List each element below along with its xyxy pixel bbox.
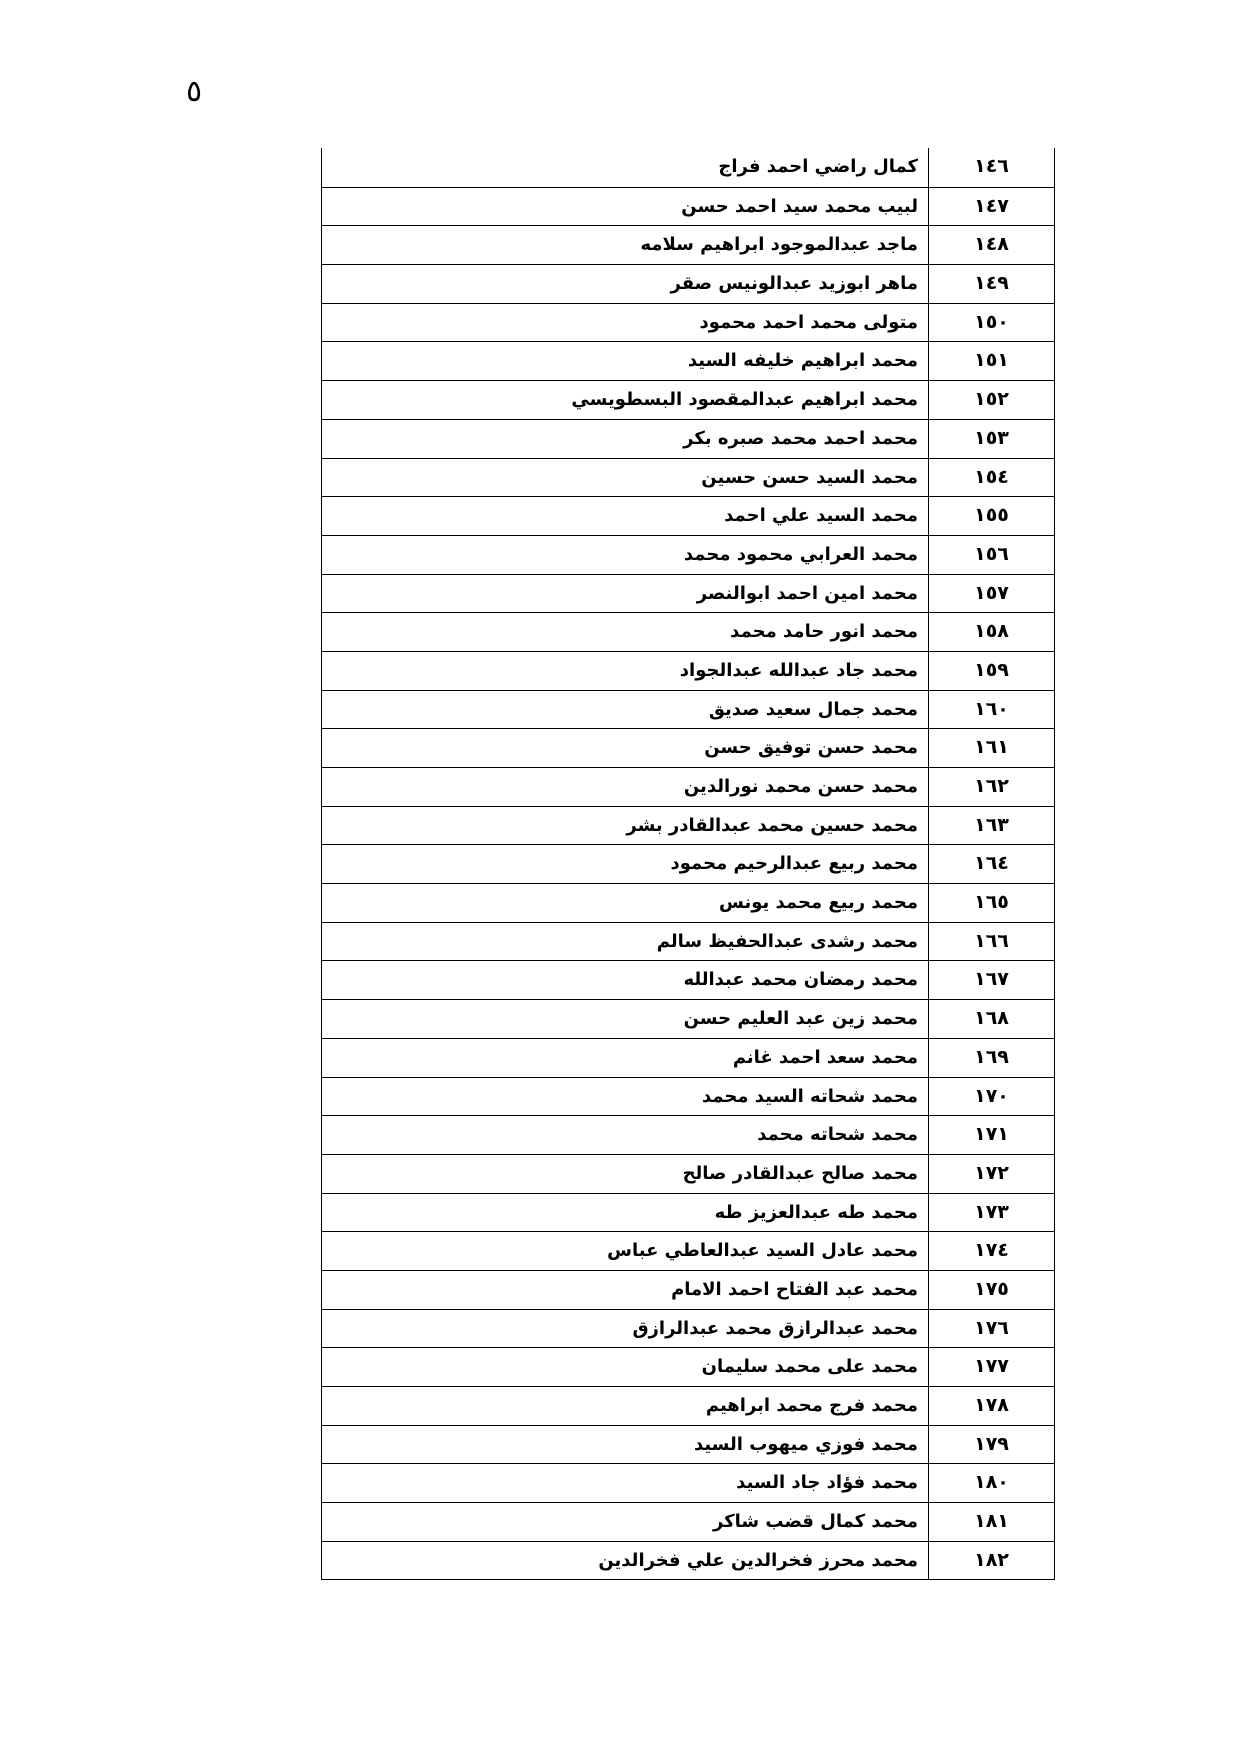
number-cell: ١٧٥ (974, 1277, 1009, 1300)
table-row (322, 883, 1054, 922)
table-row (322, 922, 1054, 961)
table-row (322, 1231, 1054, 1270)
name-cell: محمد فوزي ميهوب السيد (322, 1426, 929, 1464)
name-cell: متولى محمد احمد محمود (322, 304, 929, 342)
number-cell: ١٥٠ (974, 310, 1009, 333)
name-cell: محمد شحاته محمد (322, 1116, 929, 1154)
number-cell: ١٦٩ (974, 1045, 1009, 1068)
number-cell: ١٧٢ (974, 1161, 1009, 1184)
table-row (322, 535, 1054, 574)
table-row (322, 264, 1054, 303)
table-row (322, 806, 1054, 845)
table-row (322, 1309, 1054, 1348)
name-cell: محمد سعد احمد غانم (322, 1039, 929, 1077)
name-cell: محمد حسن محمد نورالدين (322, 768, 929, 806)
name-cell: محمد جاد عبدالله عبدالجواد (322, 652, 929, 690)
name-cell: محمد صالح عبدالقادر صالح (322, 1155, 929, 1193)
table-row (322, 380, 1054, 419)
number-cell: ١٦٤ (974, 852, 1009, 875)
number-cell: ١٤٧ (974, 194, 1009, 217)
table-row (322, 1425, 1054, 1464)
table-row (322, 1463, 1054, 1502)
number-cell: ١٥٥ (974, 504, 1009, 527)
name-cell: محمد عادل السيد عبدالعاطي عباس (322, 1232, 929, 1270)
table-row (322, 496, 1054, 535)
number-cell: ١٦٠ (974, 697, 1009, 720)
table-row (322, 1386, 1054, 1425)
table-row (322, 1502, 1054, 1541)
table-row (322, 148, 1054, 187)
name-cell: ماهر ابوزيد عبدالونيس صقر (322, 265, 929, 303)
name-cell: محمد حسن توفيق حسن (322, 729, 929, 767)
number-cell: ١٥١ (974, 349, 1009, 372)
number-cell: ١٦١ (974, 736, 1009, 759)
name-cell: محمد حسين محمد عبدالقادر بشر (322, 807, 929, 845)
name-cell: محمد انور حامد محمد (322, 613, 929, 651)
number-cell: ١٦٥ (974, 891, 1009, 914)
name-cell: كمال راضي احمد فراج (322, 148, 929, 187)
table-row (322, 1038, 1054, 1077)
table-row (322, 341, 1054, 380)
name-cell: محمد رشدى عبدالحفيظ سالم (322, 923, 929, 961)
names-table (321, 148, 1055, 1580)
name-cell: محمد ربيع محمد يونس (322, 884, 929, 922)
number-cell: ١٥٤ (974, 465, 1009, 488)
number-cell: ١٧٠ (974, 1084, 1009, 1107)
number-cell: ١٨٠ (974, 1471, 1009, 1494)
name-cell: محمد امين احمد ابوالنصر (322, 575, 929, 613)
number-cell: ١٧٤ (974, 1239, 1009, 1262)
number-cell: ١٧٩ (974, 1432, 1009, 1455)
name-cell: ماجد عبدالموجود ابراهيم سلامه (322, 226, 929, 264)
table-row (322, 187, 1054, 226)
table-row (322, 690, 1054, 729)
number-cell: ١٨١ (974, 1510, 1009, 1533)
number-cell: ١٧٦ (974, 1316, 1009, 1339)
table-row (322, 767, 1054, 806)
table-row (322, 844, 1054, 883)
table-row (322, 1193, 1054, 1232)
table-row (322, 1154, 1054, 1193)
number-cell: ١٥٢ (974, 388, 1009, 411)
number-cell: ١٧١ (974, 1123, 1009, 1146)
name-cell: محمد عبدالرازق محمد عبدالرازق (322, 1310, 929, 1348)
page-number: ٥ (186, 74, 203, 109)
table-row (322, 303, 1054, 342)
number-cell: ١٤٦ (974, 155, 1009, 177)
name-cell: محمد على محمد سليمان (322, 1348, 929, 1386)
number-cell: ١٥٧ (974, 581, 1009, 604)
number-cell: ١٥٩ (974, 658, 1009, 681)
number-cell: ١٥٦ (974, 542, 1009, 565)
name-cell: محمد ربيع عبدالرحيم محمود (322, 845, 929, 883)
name-cell: محمد عبد الفتاح احمد الامام (322, 1271, 929, 1309)
table-row (322, 651, 1054, 690)
number-cell: ١٨٢ (974, 1548, 1009, 1571)
table-row (322, 1347, 1054, 1386)
number-cell: ١٦٦ (974, 929, 1009, 952)
number-cell: ١٦٣ (974, 813, 1009, 836)
number-cell: ١٦٨ (974, 1007, 1009, 1030)
table-row (322, 419, 1054, 458)
name-cell: لبيب محمد سيد احمد حسن (322, 188, 929, 226)
name-cell: محمد محرز فخرالدين علي فخرالدين (322, 1542, 929, 1580)
table-row (322, 1270, 1054, 1309)
number-cell: ١٥٨ (974, 620, 1009, 643)
table-row (322, 728, 1054, 767)
name-cell: محمد جمال سعيد صديق (322, 691, 929, 729)
number-cell: ١٥٣ (974, 426, 1009, 449)
name-cell: محمد شحاته السيد محمد (322, 1078, 929, 1116)
name-cell: محمد طه عبدالعزيز طه (322, 1194, 929, 1232)
table-row (322, 960, 1054, 999)
name-cell: محمد العرابي محمود محمد (322, 536, 929, 574)
number-cell: ١٤٨ (974, 233, 1009, 256)
name-cell: محمد رمضان محمد عبدالله (322, 961, 929, 999)
number-cell: ١٧٨ (974, 1394, 1009, 1416)
name-cell: محمد فرج محمد ابراهيم (322, 1387, 929, 1425)
table-row (322, 1077, 1054, 1116)
number-cell: ١٦٢ (974, 775, 1009, 797)
table-row (322, 612, 1054, 651)
table-row (322, 999, 1054, 1038)
name-cell: محمد السيد حسن حسين (322, 459, 929, 497)
name-cell: محمد ابراهيم خليفه السيد (322, 342, 929, 380)
name-cell: محمد ابراهيم عبدالمقصود البسطويسي (322, 381, 929, 419)
table-row (322, 1115, 1054, 1154)
number-cell: ١٦٧ (974, 968, 1009, 991)
number-cell: ١٧٧ (974, 1355, 1009, 1378)
table-row (322, 225, 1054, 264)
name-cell: محمد احمد محمد صبره بكر (322, 420, 929, 458)
number-cell: ١٤٩ (974, 272, 1009, 295)
name-cell: محمد زين عبد العليم حسن (322, 1000, 929, 1038)
number-cell: ١٧٣ (974, 1200, 1009, 1223)
name-cell: محمد فؤاد جاد السيد (322, 1464, 929, 1502)
table-row (322, 458, 1054, 497)
name-cell: محمد السيد علي احمد (322, 497, 929, 535)
table-row (322, 1541, 1054, 1580)
table-row (322, 574, 1054, 613)
name-cell: محمد كمال قضب شاكر (322, 1503, 929, 1541)
